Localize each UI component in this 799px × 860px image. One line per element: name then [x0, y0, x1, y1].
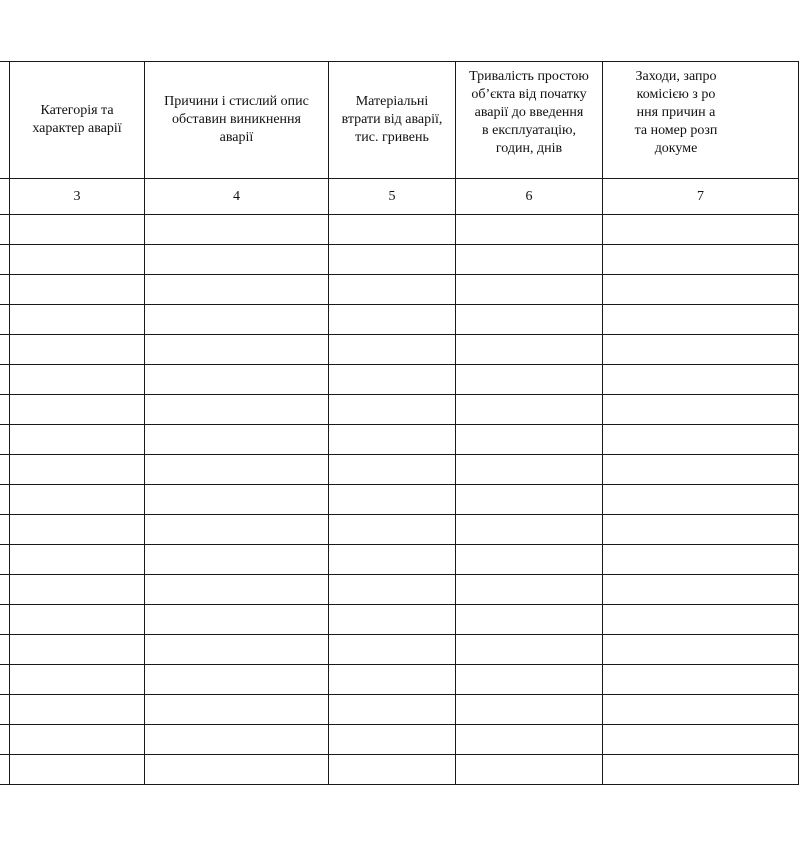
table-row [0, 485, 799, 515]
table-cell [145, 575, 329, 605]
table-cell [329, 485, 456, 515]
table-cell [0, 575, 10, 605]
header-downtime-label: Тривалість простою об’єкта від початку аварії до введення в експлуатацію, годин, днів [469, 69, 589, 156]
table-cell [0, 665, 10, 695]
table-cell [0, 215, 10, 245]
table-cell [10, 695, 145, 725]
table-row [0, 575, 799, 605]
table-cell [0, 635, 10, 665]
table-cell [603, 395, 799, 425]
header-measures [603, 62, 799, 179]
table-cell [10, 365, 145, 395]
table-cell [329, 365, 456, 395]
table-cell [456, 545, 603, 575]
table-cell [145, 365, 329, 395]
table-cell [329, 215, 456, 245]
table-row [0, 635, 799, 665]
header-col-1 [0, 62, 10, 179]
header-downtime [456, 62, 603, 179]
table-cell [145, 275, 329, 305]
header-losses [329, 62, 456, 179]
table-cell [456, 425, 603, 455]
table-cell [456, 335, 603, 365]
table-cell [456, 305, 603, 335]
table-cell [145, 425, 329, 455]
table-cell [456, 275, 603, 305]
table-cell [603, 485, 799, 515]
table-cell [329, 455, 456, 485]
header-category-label: Категорія та характер аварії [32, 103, 122, 136]
table-cell [145, 335, 329, 365]
column-number-cell: 4 [145, 179, 329, 215]
table-cell [0, 755, 10, 785]
header-losses-label: Матеріальні втрати від аварії, тис. гривень [341, 94, 443, 145]
table-cell [145, 485, 329, 515]
table-cell [0, 395, 10, 425]
accident-log-table [0, 61, 799, 785]
table-cell [145, 605, 329, 635]
table-cell [145, 755, 329, 785]
table-cell [603, 545, 799, 575]
table-cell [329, 665, 456, 695]
table-cell [10, 245, 145, 275]
table-cell [456, 515, 603, 545]
table-cell [603, 725, 799, 755]
table-cell [0, 485, 10, 515]
table-cell [456, 665, 603, 695]
table-cell [329, 605, 456, 635]
table-cell [10, 455, 145, 485]
table-cell [10, 335, 145, 365]
table-cell [603, 215, 799, 245]
table-cell [10, 425, 145, 455]
table-cell [329, 695, 456, 725]
table-cell [0, 245, 10, 275]
table-cell [329, 515, 456, 545]
table-cell [145, 395, 329, 425]
table-cell [456, 695, 603, 725]
table-row [0, 365, 799, 395]
table-cell [603, 305, 799, 335]
table-row [0, 455, 799, 485]
table-cell [603, 455, 799, 485]
table-row [0, 695, 799, 725]
table-cell [603, 515, 799, 545]
table-cell [0, 455, 10, 485]
table-cell [145, 215, 329, 245]
table-cell [0, 725, 10, 755]
table-cell [10, 605, 145, 635]
table-cell [0, 365, 10, 395]
table-row [0, 515, 799, 545]
table-cell [329, 635, 456, 665]
column-number-cell: 5 [329, 179, 456, 215]
table-cell [0, 335, 10, 365]
table-cell [10, 665, 145, 695]
table-row [0, 725, 799, 755]
table-cell [0, 275, 10, 305]
table-cell [0, 425, 10, 455]
column-number-cell: 3 [10, 179, 145, 215]
table-cell [456, 395, 603, 425]
header-causes-label: Причини і стислий опис обставин виникнення аварії [164, 94, 309, 145]
table-cell [145, 725, 329, 755]
table-row [0, 215, 799, 245]
table-cell [0, 305, 10, 335]
table-row [0, 665, 799, 695]
table-row [0, 605, 799, 635]
table-cell [603, 635, 799, 665]
table-cell [329, 335, 456, 365]
table-cell [456, 725, 603, 755]
table-cell [603, 425, 799, 455]
table-cell [456, 605, 603, 635]
table-cell [145, 245, 329, 275]
column-number-cell: 6 [456, 179, 603, 215]
table-cell [10, 485, 145, 515]
table-row [0, 275, 799, 305]
column-number-cell: 7 [603, 179, 799, 215]
table-row [0, 425, 799, 455]
table-cell [456, 575, 603, 605]
table-cell [603, 365, 799, 395]
table-cell [456, 755, 603, 785]
table-cell [456, 245, 603, 275]
table-cell [329, 305, 456, 335]
table-cell [145, 515, 329, 545]
table-cell [603, 605, 799, 635]
table-row [0, 755, 799, 785]
table-cell [603, 245, 799, 275]
table-cell [456, 635, 603, 665]
table-cell [603, 755, 799, 785]
table-cell [329, 395, 456, 425]
table-cell [456, 215, 603, 245]
table-cell [10, 755, 145, 785]
table-cell [0, 695, 10, 725]
table-cell [603, 335, 799, 365]
column-number-row [0, 179, 799, 215]
table-cell [10, 305, 145, 335]
header-measures-label: Заходи, запро комісією з ро ння причин а та номер розп докуме [634, 69, 718, 156]
table-cell [456, 455, 603, 485]
table-row [0, 335, 799, 365]
table-row [0, 305, 799, 335]
table-cell [145, 665, 329, 695]
table-cell [10, 635, 145, 665]
table-row [0, 545, 799, 575]
header-category [10, 62, 145, 179]
header-causes [145, 62, 329, 179]
table-cell [10, 395, 145, 425]
table-cell [603, 695, 799, 725]
table-row [0, 245, 799, 275]
table-cell [145, 635, 329, 665]
table-cell [0, 605, 10, 635]
table-cell [329, 575, 456, 605]
header-row [0, 62, 799, 179]
table-cell [603, 665, 799, 695]
table-cell [456, 365, 603, 395]
table-cell [145, 455, 329, 485]
column-number-cell [0, 179, 10, 215]
table-cell [10, 215, 145, 245]
table-cell [329, 545, 456, 575]
table-cell [10, 275, 145, 305]
table-cell [145, 695, 329, 725]
table-cell [329, 245, 456, 275]
table-cell [10, 545, 145, 575]
table-cell [329, 275, 456, 305]
table-cell [10, 515, 145, 545]
table-row [0, 395, 799, 425]
table-cell [456, 485, 603, 515]
table-cell [145, 305, 329, 335]
table-cell [10, 575, 145, 605]
table-cell [145, 545, 329, 575]
table-cell [0, 515, 10, 545]
table-cell [10, 725, 145, 755]
table-cell [603, 275, 799, 305]
table-cell [329, 425, 456, 455]
table-cell [603, 575, 799, 605]
table-cell [329, 755, 456, 785]
table-cell [329, 725, 456, 755]
table-cell [0, 545, 10, 575]
